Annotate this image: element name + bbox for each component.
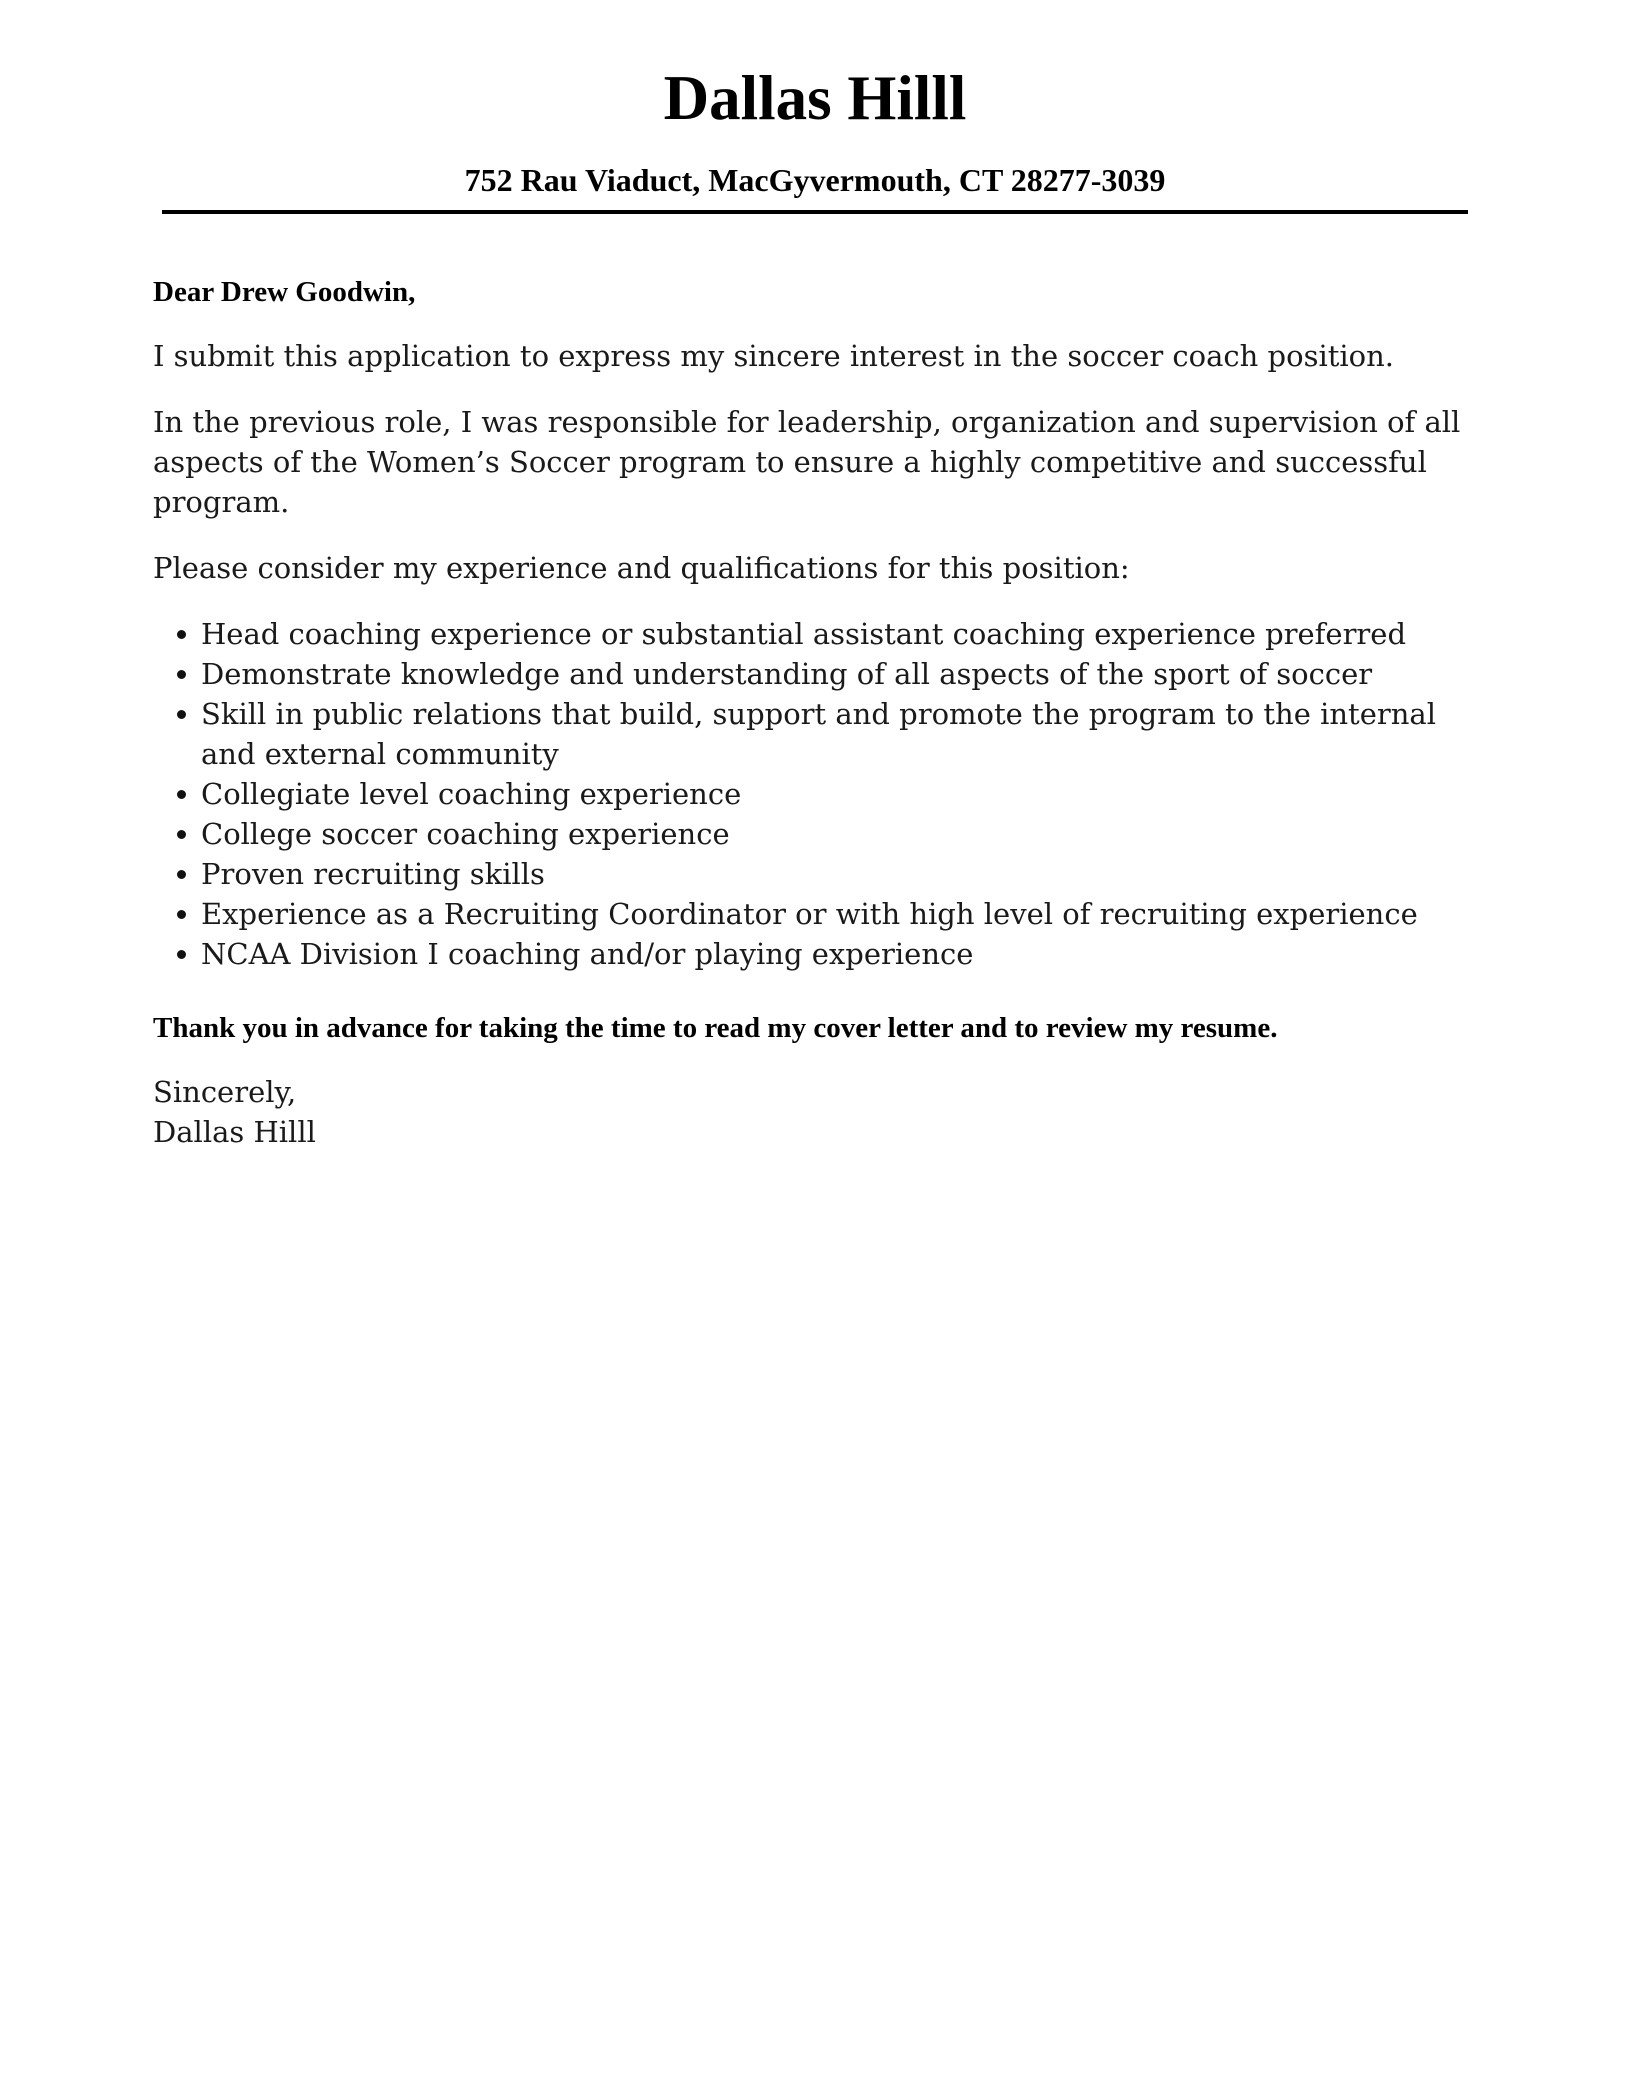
list-item-text: Demonstrate knowledge and understanding of all aspects of the sport of soccer	[201, 657, 1373, 691]
list-item-text: Proven recruiting skills	[201, 857, 545, 891]
closing: Sincerely,	[153, 1075, 297, 1109]
list-item-text: College soccer coaching experience	[201, 817, 730, 851]
list-item	[153, 614, 1483, 654]
thank-you-line: Thank you in advance for taking the time to read my cover letter and to review my resume.	[153, 1012, 1278, 1044]
list-item-text: Experience as a Recruiting Coordinator or with high level of recruiting experience	[201, 897, 1418, 931]
qualifications-list	[153, 614, 1483, 974]
list-item-text: Collegiate level coaching experience	[201, 777, 742, 811]
list-item	[153, 694, 1483, 774]
list-item-text: Head coaching experience or substantial assistant coaching experience preferred	[201, 617, 1407, 651]
bullet-icon	[177, 830, 186, 839]
experience-paragraph: In the previous role, I was responsible for leadership, organization and supervision of all aspects of the Women’s Soccer program to ensure a highly competitive and successful program.	[153, 405, 1461, 519]
bullet-icon	[177, 950, 186, 959]
bullet-icon	[177, 710, 186, 719]
signature: Dallas Hilll	[153, 1115, 316, 1149]
list-item	[153, 814, 1483, 854]
salutation: Dear Drew Goodwin,	[153, 276, 416, 308]
list-item	[153, 854, 1483, 894]
list-item	[153, 894, 1483, 934]
applicant-name: Dallas Hilll	[663, 63, 967, 133]
list-item	[153, 934, 1483, 974]
letter-header	[162, 58, 1468, 214]
qualifications-intro: Please consider my experience and qualifications for this position:	[153, 551, 1130, 585]
list-item-text: NCAA Division I coaching and/or playing experience	[201, 937, 974, 971]
applicant-address: 752 Rau Viaduct, MacGyvermouth, CT 28277-3039	[464, 162, 1166, 198]
list-item-text: Skill in public relations that build, support and promote the program to the internal and external community	[201, 697, 1436, 771]
intro-paragraph: I submit this application to express my sincere interest in the soccer coach position.	[153, 339, 1395, 373]
bullet-icon	[177, 670, 186, 679]
list-item	[153, 774, 1483, 814]
letter-body	[153, 272, 1483, 1152]
bullet-icon	[177, 910, 186, 919]
bullet-icon	[177, 630, 186, 639]
list-item	[153, 654, 1483, 694]
bullet-icon	[177, 870, 186, 879]
bullet-icon	[177, 790, 186, 799]
header-divider	[162, 210, 1468, 214]
